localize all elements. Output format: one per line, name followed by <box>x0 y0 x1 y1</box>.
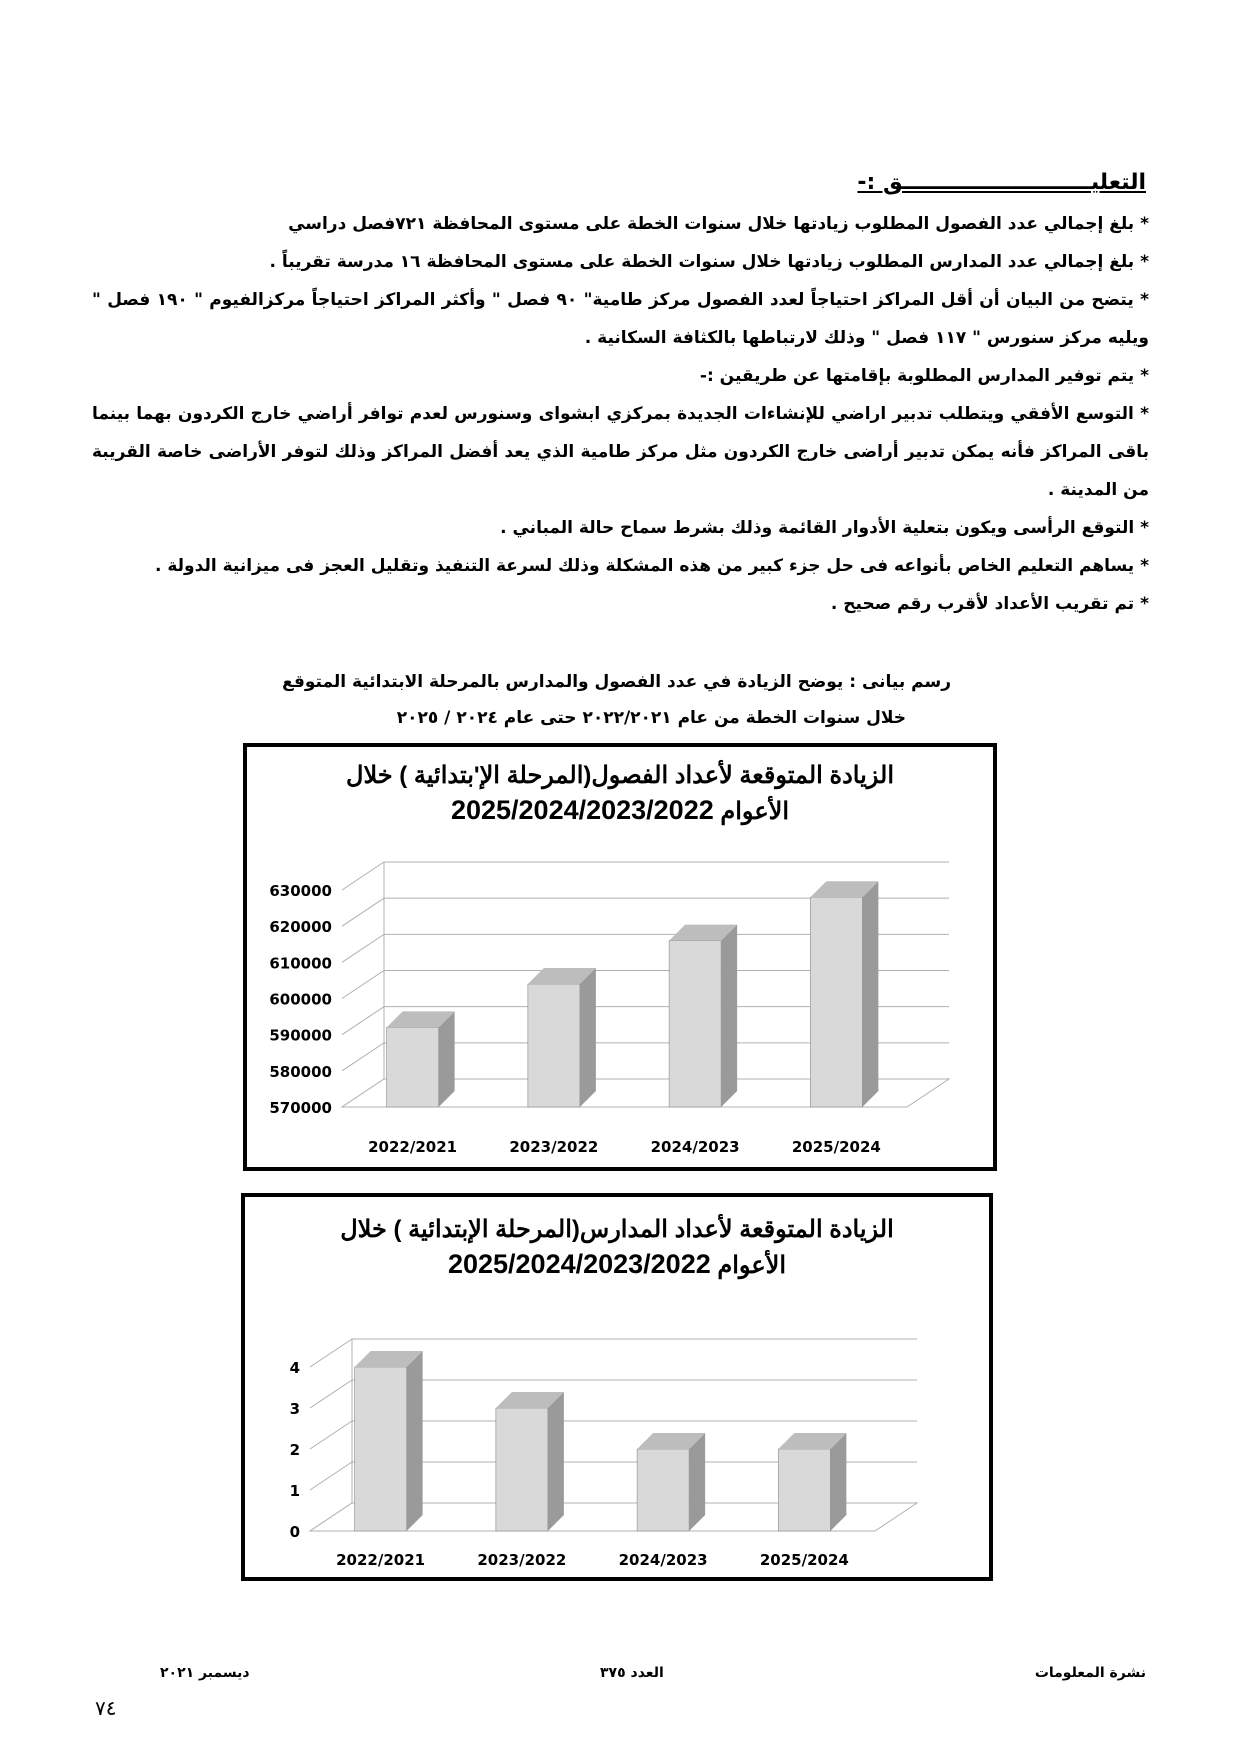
bar <box>669 925 737 1107</box>
bar <box>528 968 596 1107</box>
schools-chart <box>241 1193 993 1581</box>
bar-side <box>580 968 596 1107</box>
gridline-depth <box>342 934 384 962</box>
y-tick-label: 580000 <box>269 1062 332 1081</box>
y-tick-label: 600000 <box>269 990 332 1009</box>
paragraph-classes-total: * بلغ إجمالي عدد الفصول المطلوب زيادتها خلال سنوات الخطة على مستوى المحافظة ٧٢١فصل دراسي <box>288 214 1149 234</box>
gridline-depth <box>342 898 384 926</box>
bar-front <box>669 941 721 1107</box>
bar-front <box>528 984 580 1107</box>
gridline-depth <box>310 1339 352 1367</box>
paragraph-private-education: * يساهم التعليم الخاص بأنواعه فى حل جزء كبير من هذه المشكلة وذلك لسرعة التنفيذ وتقليل العجز فى ميزانية الدولة . <box>154 556 1149 576</box>
bar-front <box>637 1449 689 1531</box>
bar <box>387 1011 455 1107</box>
comment-body <box>92 205 1149 623</box>
bar <box>637 1433 705 1531</box>
schools-chart-title-word: الأعوام <box>717 1252 787 1279</box>
bar-front <box>387 1027 439 1107</box>
y-tick-label: 3 <box>289 1400 300 1418</box>
gridline-depth <box>342 862 384 890</box>
y-tick-label: 570000 <box>269 1099 332 1117</box>
schools-chart-title-line1: الزيادة المتوقعة لأعداد المدارس(المرحلة الإبتدائية ) خلال <box>340 1216 894 1243</box>
chart-caption-line2: خلال سنوات الخطة من عام ٢٠٢٢/٢٠٢١ حتى عام ٢٠٢٤ / ٢٠٢٥ <box>396 708 906 728</box>
bar-side <box>862 881 878 1107</box>
schools-chart-title-years: 2025/2024/2023/2022 <box>447 1249 711 1279</box>
x-tick-label: 2023/2022 <box>477 1551 567 1569</box>
bar-side <box>830 1433 846 1531</box>
y-tick-label: 620000 <box>269 918 332 937</box>
bar <box>355 1351 423 1531</box>
x-tick-label: 2024/2023 <box>618 1551 708 1569</box>
bar-side <box>689 1433 705 1531</box>
bar-front <box>778 1449 830 1531</box>
x-tick-label: 2024/2023 <box>650 1138 740 1156</box>
classes-chart-plot <box>247 747 993 1167</box>
classes-chart-title-line1: الزيادة المتوقعة لأعداد الفصول(المرحلة الإ'بتدائية ) خلال <box>346 762 894 789</box>
bar-side <box>548 1392 564 1531</box>
y-tick-label: 2 <box>289 1441 300 1459</box>
bar-front <box>496 1408 548 1531</box>
y-tick-label: 4 <box>289 1359 300 1377</box>
gridline-depth <box>342 1007 384 1035</box>
y-tick-label: 0 <box>289 1523 300 1541</box>
y-tick-label: 630000 <box>269 882 332 900</box>
paragraph-centers-need: * يتضح من البيان أن أقل المراكز احتياجاً لعدد الفصول مركز طامية" ٩٠ فصل " وأكثر المراكز احتياجاً مركزالفيوم " ١٩٠ فصل " ويليه مركز سنورس " ١١٧ فصل " وذلك لارتباطها بالكثافة السكانية . <box>92 290 1149 348</box>
chart-caption-line1: رسم بيانى : يوضح الزيادة في عدد الفصول والمدارس بالمرحلة الابتدائية المتوقع <box>282 672 951 692</box>
bar-side <box>439 1011 455 1107</box>
gridline-depth <box>342 971 384 999</box>
bar-side <box>407 1351 423 1531</box>
y-tick-label: 590000 <box>269 1026 332 1045</box>
bar <box>810 881 878 1107</box>
gridline-depth <box>310 1462 352 1490</box>
classes-chart <box>243 743 997 1171</box>
x-tick-label: 2022/2021 <box>368 1138 458 1156</box>
paragraph-schools-total: * بلغ إجمالي عدد المدارس المطلوب زيادتها خلال سنوات الخطة على مستوى المحافظة ١٦ مدرسة تقريباً . <box>269 252 1149 272</box>
x-tick-label: 2025/2024 <box>759 1551 849 1569</box>
footer-date: ديسمبر ٢٠٢١ <box>160 1665 250 1681</box>
paragraph-horizontal-expansion: * التوسع الأفقي ويتطلب تدبير اراضي للإنشاءات الجديدة بمركزي ابشواى وسنورس لعدم توافر أراضي خارج الكردون بهما بينما باقى المراكز فأنه يمكن تدبير أراضى خارج الكردون مثل مركز طامية الذي يعد أفضل المراكز وذلك لتوفر الأراضى خاصة القريبة من المدينة . <box>92 404 1149 500</box>
classes-chart-title-word: الأعوام <box>720 798 790 825</box>
y-tick-label: 610000 <box>269 954 332 973</box>
bar <box>778 1433 846 1531</box>
gridline-depth <box>310 1380 352 1408</box>
schools-chart-plot <box>245 1197 989 1577</box>
gridline-depth <box>310 1421 352 1449</box>
paragraph-rounding-note: * تم تقريب الأعداد لأقرب رقم صحيح . <box>830 594 1149 614</box>
bar-side <box>721 925 737 1107</box>
comment-heading: التعليـــــــــــــــــــــــــق :- <box>857 170 1146 195</box>
y-tick-label: 1 <box>289 1482 300 1500</box>
bar <box>496 1392 564 1531</box>
footer-issue: العدد ٣٧٥ <box>600 1665 664 1681</box>
paragraph-two-ways: * يتم توفير المدارس المطلوبة بإقامتها عن طريقين :- <box>699 366 1149 386</box>
classes-chart-title-years: 2025/2024/2023/2022 <box>450 795 714 825</box>
footer-publication: نشرة المعلومات <box>1034 1665 1146 1681</box>
x-tick-label: 2025/2024 <box>791 1138 881 1156</box>
x-tick-label: 2022/2021 <box>336 1551 426 1569</box>
bar-front <box>810 897 862 1107</box>
page-number: ٧٤ <box>95 1696 117 1720</box>
paragraph-vertical-expansion: * التوقع الرأسى ويكون بتعلية الأدوار القائمة وذلك بشرط سماح حالة المباني . <box>500 518 1149 538</box>
bar-front <box>355 1367 407 1531</box>
x-tick-label: 2023/2022 <box>509 1138 599 1156</box>
gridline-depth <box>342 1043 384 1071</box>
